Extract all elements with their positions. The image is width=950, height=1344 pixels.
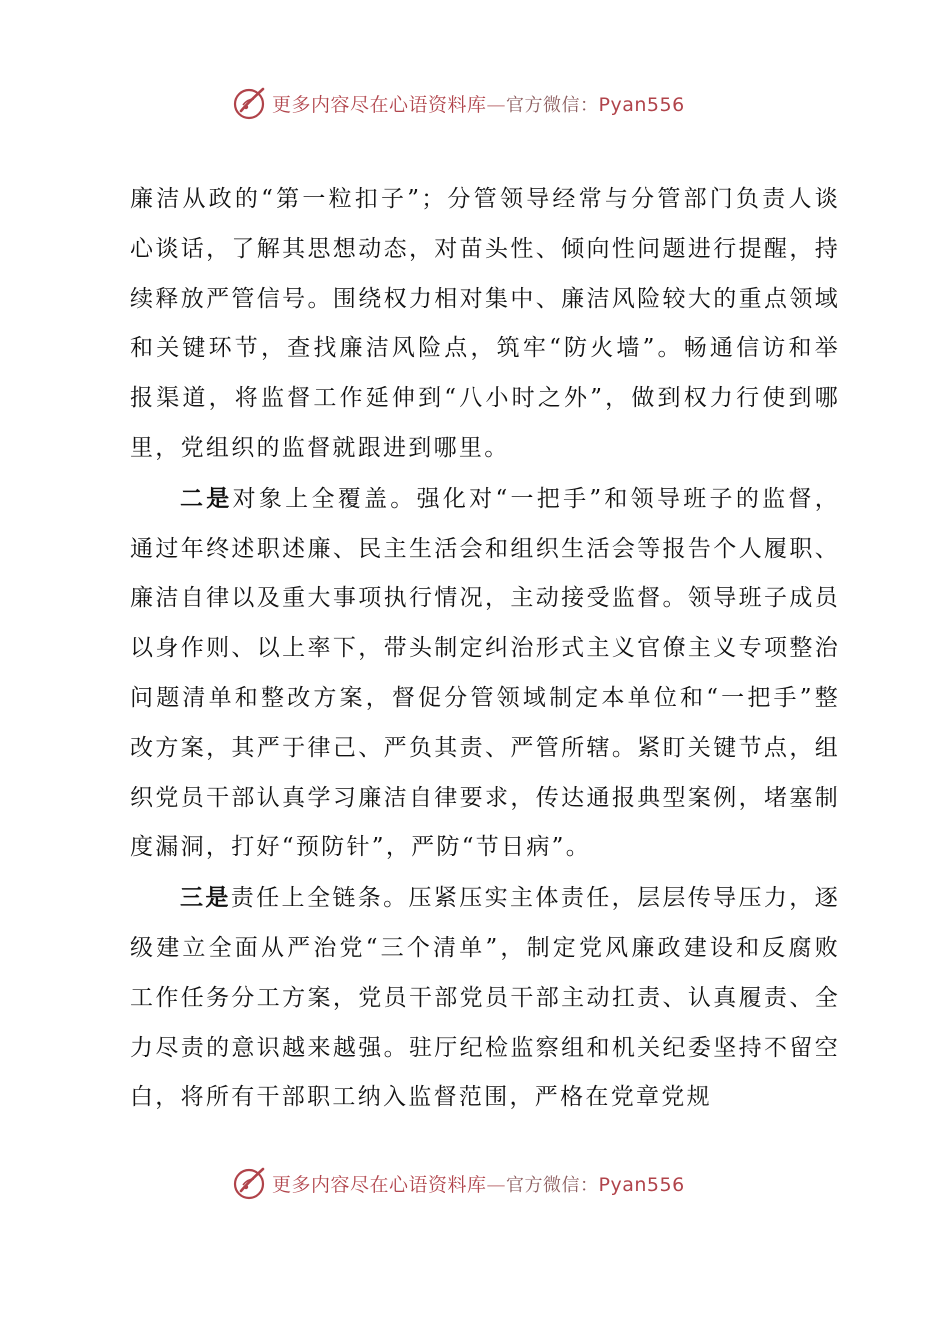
banner-main-text: 更多内容尽在心语资料库 [272, 1173, 487, 1196]
pen-logo-icon [232, 1165, 268, 1201]
paragraph-3-text: 责任上全链条。压紧压实主体责任，层层传导压力，逐级建立全面从严治党“三个清单”，制定党风廉政建设和反腐败工作任务分工方案，党员干部党员干部主动扛责、认真履责、全力尽责的意识越来越强。驻厅纪检监察组和机关纪委坚持不留空白，将所有干部职工纳入监督范围，严格在党章党规 [130, 885, 840, 1111]
banner-wechat-id: Pyan556 [598, 93, 685, 116]
paragraph-2-text: 对象上全覆盖。强化对“一把手”和领导班子的监督，通过年终述职述廉、民主生活会和组织生活会等报告个人履职、廉洁自律以及重大事项执行情况，主动接受监督。领导班子成员以身作则、以上率下，带头制定纠治形式主义官僚主义专项整治问题清单和整改方案，督促分管领域制定本单位和“一把手”整改方案，其严于律己、严负其责、严管所辖。紧盯关键节点，组织党员干部认真学习廉洁自律要求，传达通报典型案例，堵塞制度漏洞，打好“预防针”，严防“节日病”。 [130, 485, 840, 861]
banner-text [272, 90, 685, 117]
banner-dash: — [486, 1173, 507, 1196]
banner-official-label: 官方微信： [506, 94, 599, 116]
banner-main-text: 更多内容尽在心语资料库 [272, 93, 487, 116]
header-banner [232, 83, 685, 123]
paragraph-2-lead: 二是 [180, 484, 233, 512]
footer-banner [232, 1163, 685, 1203]
banner-official-label: 官方微信： [506, 1174, 599, 1196]
paragraph-3-lead: 三是 [180, 884, 231, 912]
banner-wechat-id: Pyan556 [598, 1173, 685, 1196]
banner-dash: — [486, 93, 507, 116]
pen-logo-icon [232, 85, 268, 121]
banner-text [272, 1170, 685, 1197]
paragraph-2 [130, 474, 840, 873]
paragraph-1: 廉洁从政的“第一粒扣子”；分管领导经常与分管部门负责人谈心谈话，了解其思想动态，对苗头性、倾向性问题进行提醒，持续释放严管信号。围绕权力相对集中、廉洁风险较大的重点领域和关键环节，查找廉洁风险点，筑牢“防火墙”。畅通信访和举报渠道，将监督工作延伸到“八小时之外”，做到权力行使到哪里，党组织的监督就跟进到哪里。 [130, 186, 840, 461]
document-body [130, 175, 840, 1123]
paragraph-3 [130, 873, 840, 1123]
